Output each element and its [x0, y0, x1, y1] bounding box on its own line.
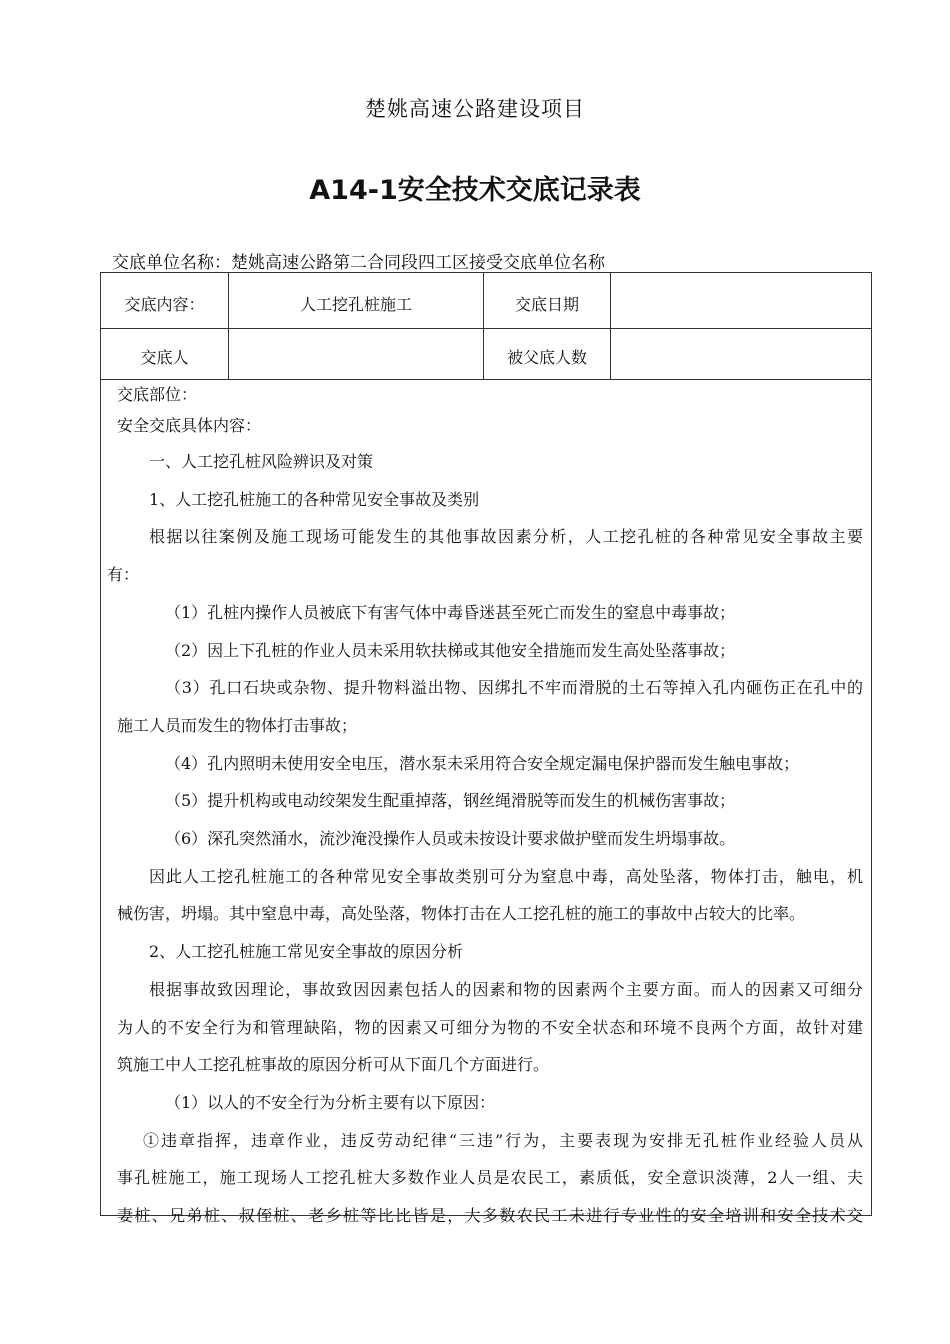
text-line: 械伤害，坍塌。其中窒息中毒，高处坠落，物体打击在人工挖孔桩的施工的事故中占较大的比率。	[117, 904, 806, 924]
date-label: 交底日期	[514, 295, 579, 314]
project-name: 楚姚高速公路建设项目	[365, 97, 585, 121]
page-title: A14-1安全技术交底记录表	[309, 175, 641, 206]
column-divider	[610, 273, 611, 379]
text-line: 施工人员而发生的物体打击事故；	[117, 715, 358, 735]
recipient-count-label: 被父底人数	[506, 348, 587, 367]
text-line: 有：	[107, 565, 140, 585]
row-divider	[101, 328, 871, 329]
text-line: ①违章指挥，违章作业，违反劳动纪律“三违”行为，主要表现为安排无孔桩作业经验人员从	[143, 1130, 863, 1150]
text-line: 一、人工挖孔桩风险辨识及对策	[149, 452, 374, 471]
text-line: 1、人工挖孔桩施工的各种常见安全事故及类别	[149, 489, 480, 509]
presenter-label: 交底人	[140, 348, 189, 367]
text-line: 2、人工挖孔桩施工常见安全事故的原因分析	[149, 942, 464, 962]
text-line: 根据事故致因理论，事故致因因素包括人的因素和物的因素两个主要方面。而人的因素又可细分	[149, 979, 863, 999]
text-line: 妻桩、兄弟桩、叔侄桩、老乡桩等比比皆是，大多数农民工未进行专业性的安全培训和安全技术交	[117, 1206, 863, 1226]
text-line: 交底部位：	[117, 385, 198, 404]
column-divider	[228, 273, 229, 379]
text-line: 筑施工中人工挖孔桩事故的原因分析可从下面几个方面进行。	[117, 1055, 550, 1075]
unit-name-line: 交底单位名称：楚姚高速公路第二合同段四工区接受交底单位名称	[112, 253, 605, 273]
text-line: 因此人工挖孔桩施工的各种常见安全事故类别可分为窒息中毒，高处坠落，物体打击，触电，机	[149, 866, 863, 886]
disclosure-content	[107, 381, 863, 1235]
content-label: 交底内容：	[124, 295, 205, 314]
text-line: （6）深孔突然涌水，流沙淹没操作人员或未按设计要求做护壁而发生坍塌事故。	[165, 829, 736, 849]
record-table	[100, 272, 872, 1226]
row-divider	[101, 379, 871, 380]
text-line: （1）以人的不安全行为分析主要有以下原因：	[165, 1092, 496, 1112]
text-line: （3）孔口石块或杂物、提升物料溢出物、因绑扎不牢而滑脱的土石等掉入孔内砸伤正在孔中的	[165, 678, 863, 698]
text-line: （2）因上下孔桩的作业人员未采用软扶梯或其他安全措施而发生高处坠落事故；	[165, 640, 736, 660]
content-value: 人工挖孔桩施工	[299, 295, 412, 314]
text-line: 为人的不安全行为和管理缺陷，物的因素又可细分为物的不安全状态和环境不良两个方面，故针对建	[117, 1017, 863, 1037]
text-line: 安全交底具体内容：	[117, 416, 262, 435]
text-line: （4）孔内照明未使用安全电压，潜水泵未采用符合安全规定漏电保护器而发生触电事故；	[165, 753, 800, 773]
text-line: 事孔桩施工，施工现场人工挖孔桩大多数作业人员是农民工，素质低，安全意识淡薄，2人一组、夫	[117, 1168, 863, 1188]
text-line: （5）提升机构或电动绞架发生配重掉落，钢丝绳滑脱等而发生的机械伤害事故；	[165, 791, 736, 811]
text-line: 根据以往案例及施工现场可能发生的其他事故因素分析，人工挖孔桩的各种常见安全事故主要	[149, 527, 863, 547]
text-line: （1）孔桩内操作人员被底下有害气体中毒昏迷甚至死亡而发生的窒息中毒事故；	[165, 602, 736, 622]
